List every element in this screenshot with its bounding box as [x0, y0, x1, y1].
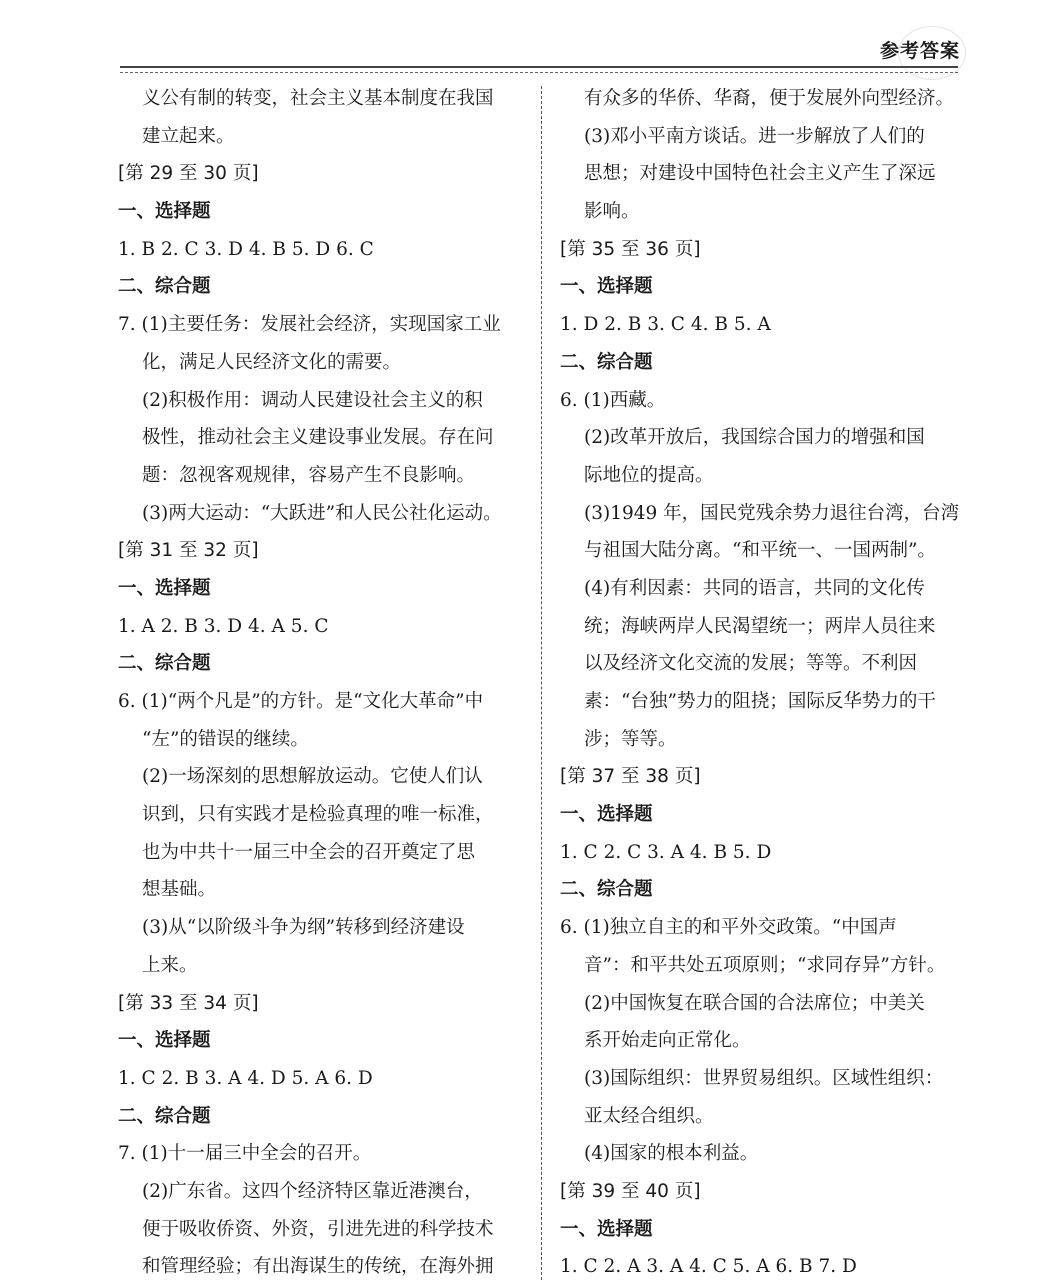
answer-line: 以及经济文化交流的发展；等等。不利因: [584, 653, 918, 675]
answer-line: 际地位的提高。: [584, 464, 714, 486]
answer-line: (2)积极作用：调动人民建设社会主义的积: [142, 389, 483, 411]
answer-line: 6. (1)西藏。: [560, 389, 666, 411]
answer-line: (3)国际组织：世界贸易组织。区域性组织：: [584, 1067, 944, 1089]
column-divider: [541, 86, 542, 1280]
answer-line: 音”：和平共处五项原则；“求同存异”方针。: [584, 954, 946, 976]
header-rule: [120, 66, 958, 68]
answer-line: (4)国家的根本利益。: [584, 1143, 759, 1165]
section-heading: 一、选择题: [560, 804, 653, 826]
page-range-label: [第 39 至 40 页]: [560, 1180, 701, 1202]
answer-line: 也为中共十一届三中全会的召开奠定了思: [142, 841, 476, 863]
answer-line: 和管理经验；有出海谋生的传统，在海外拥: [142, 1256, 494, 1278]
page-range-label: [第 31 至 32 页]: [118, 540, 259, 562]
answer-line: (3)邓小平南方谈话。进一步解放了人们的: [584, 125, 925, 147]
answer-line: 涉；等等。: [584, 728, 677, 750]
left-column: [118, 80, 528, 1286]
page-header-title: 参考答案: [879, 40, 960, 62]
section-heading: 二、综合题: [118, 653, 211, 675]
answer-line: 义公有制的转变，社会主义基本制度在我国: [142, 88, 494, 109]
section-heading: 一、选择题: [560, 1218, 653, 1240]
answer-line: (2)中国恢复在联合国的合法席位；中美关: [584, 992, 925, 1014]
answer-line: 与祖国大陆分离。“和平统一、一国两制”。: [584, 540, 936, 562]
answer-line: (2)改革开放后，我国综合国力的增强和国: [584, 427, 925, 449]
header-rule-dashed: [120, 72, 958, 73]
section-heading: 二、综合题: [560, 351, 653, 373]
answer-line: 1. B 2. C 3. D 4. B 5. D 6. C: [118, 238, 374, 260]
answer-line: 统；海峡两岸人民渴望统一；两岸人员往来: [584, 615, 936, 637]
answer-line: 6. (1)独立自主的和平外交政策。“中国声: [560, 917, 897, 939]
section-heading: 二、综合题: [118, 1105, 211, 1127]
answer-line: 影响。: [584, 201, 640, 223]
answer-line: 1. D 2. B 3. C 4. B 5. A: [560, 314, 771, 336]
answer-line: 上来。: [142, 954, 198, 976]
answer-line: 化，满足人民经济文化的需要。: [142, 351, 402, 373]
section-heading: 二、综合题: [560, 879, 653, 901]
answer-line: 系开始走向正常化。: [584, 1030, 751, 1052]
answer-line: 思想；对建设中国特色社会主义产生了深远: [584, 163, 936, 185]
section-heading: 一、选择题: [560, 276, 653, 298]
answer-line: (2)一场深刻的思想解放运动。它使人们认: [142, 766, 483, 788]
answer-line: 识到，只有实践才是检验真理的唯一标准，: [142, 804, 494, 826]
answer-line: 1. C 2. B 3. A 4. D 5. A 6. D: [118, 1067, 373, 1089]
page-range-label: [第 29 至 30 页]: [118, 163, 259, 185]
answer-line: 便于吸收侨资、外资，引进先进的科学技术: [142, 1218, 494, 1240]
answer-line: 建立起来。: [142, 125, 235, 147]
answer-line: “左”的错误的继续。: [142, 728, 309, 750]
answer-line: 1. C 2. A 3. A 4. C 5. A 6. B 7. D: [560, 1256, 857, 1278]
answer-line: 1. C 2. C 3. A 4. B 5. D: [560, 841, 772, 863]
right-column: [560, 80, 970, 1286]
answer-line: (4)有利因素：共同的语言，共同的文化传: [584, 577, 925, 599]
answer-line: 极性，推动社会主义建设事业发展。存在问: [142, 427, 494, 449]
section-heading: 一、选择题: [118, 201, 211, 223]
section-heading: 二、综合题: [118, 276, 211, 298]
answer-line: (3)1949 年，国民党残余势力退往台湾，台湾: [584, 502, 960, 524]
section-heading: 一、选择题: [118, 577, 211, 599]
answer-line: 素：“台独”势力的阻挠；国际反华势力的干: [584, 691, 936, 712]
answer-line: 亚太经合组织。: [584, 1105, 714, 1127]
answer-line: 想基础。: [142, 879, 217, 901]
answer-line: 1. A 2. B 3. D 4. A 5. C: [118, 615, 329, 637]
answer-line: (2)广东省。这四个经济特区靠近港澳台，: [142, 1180, 483, 1202]
answer-line: 有众多的华侨、华裔，便于发展外向型经济。: [584, 88, 955, 109]
section-heading: 一、选择题: [118, 1030, 211, 1052]
answer-line: (3)两大运动：“大跃进”和人民公社化运动。: [142, 502, 502, 524]
answer-line: 7. (1)主要任务：发展社会经济，实现国家工业: [118, 314, 501, 336]
answer-line: 7. (1)十一届三中全会的召开。: [118, 1143, 372, 1165]
page-range-label: [第 37 至 38 页]: [560, 766, 701, 788]
answer-line: 6. (1)“两个凡是”的方针。是“文化大革命”中: [118, 691, 484, 712]
answer-line: 题：忽视客观规律，容易产生不良影响。: [142, 464, 476, 486]
page-range-label: [第 33 至 34 页]: [118, 992, 259, 1014]
page-range-label: [第 35 至 36 页]: [560, 238, 701, 260]
answer-line: (3)从“以阶级斗争为纲”转移到经济建设: [142, 917, 465, 939]
